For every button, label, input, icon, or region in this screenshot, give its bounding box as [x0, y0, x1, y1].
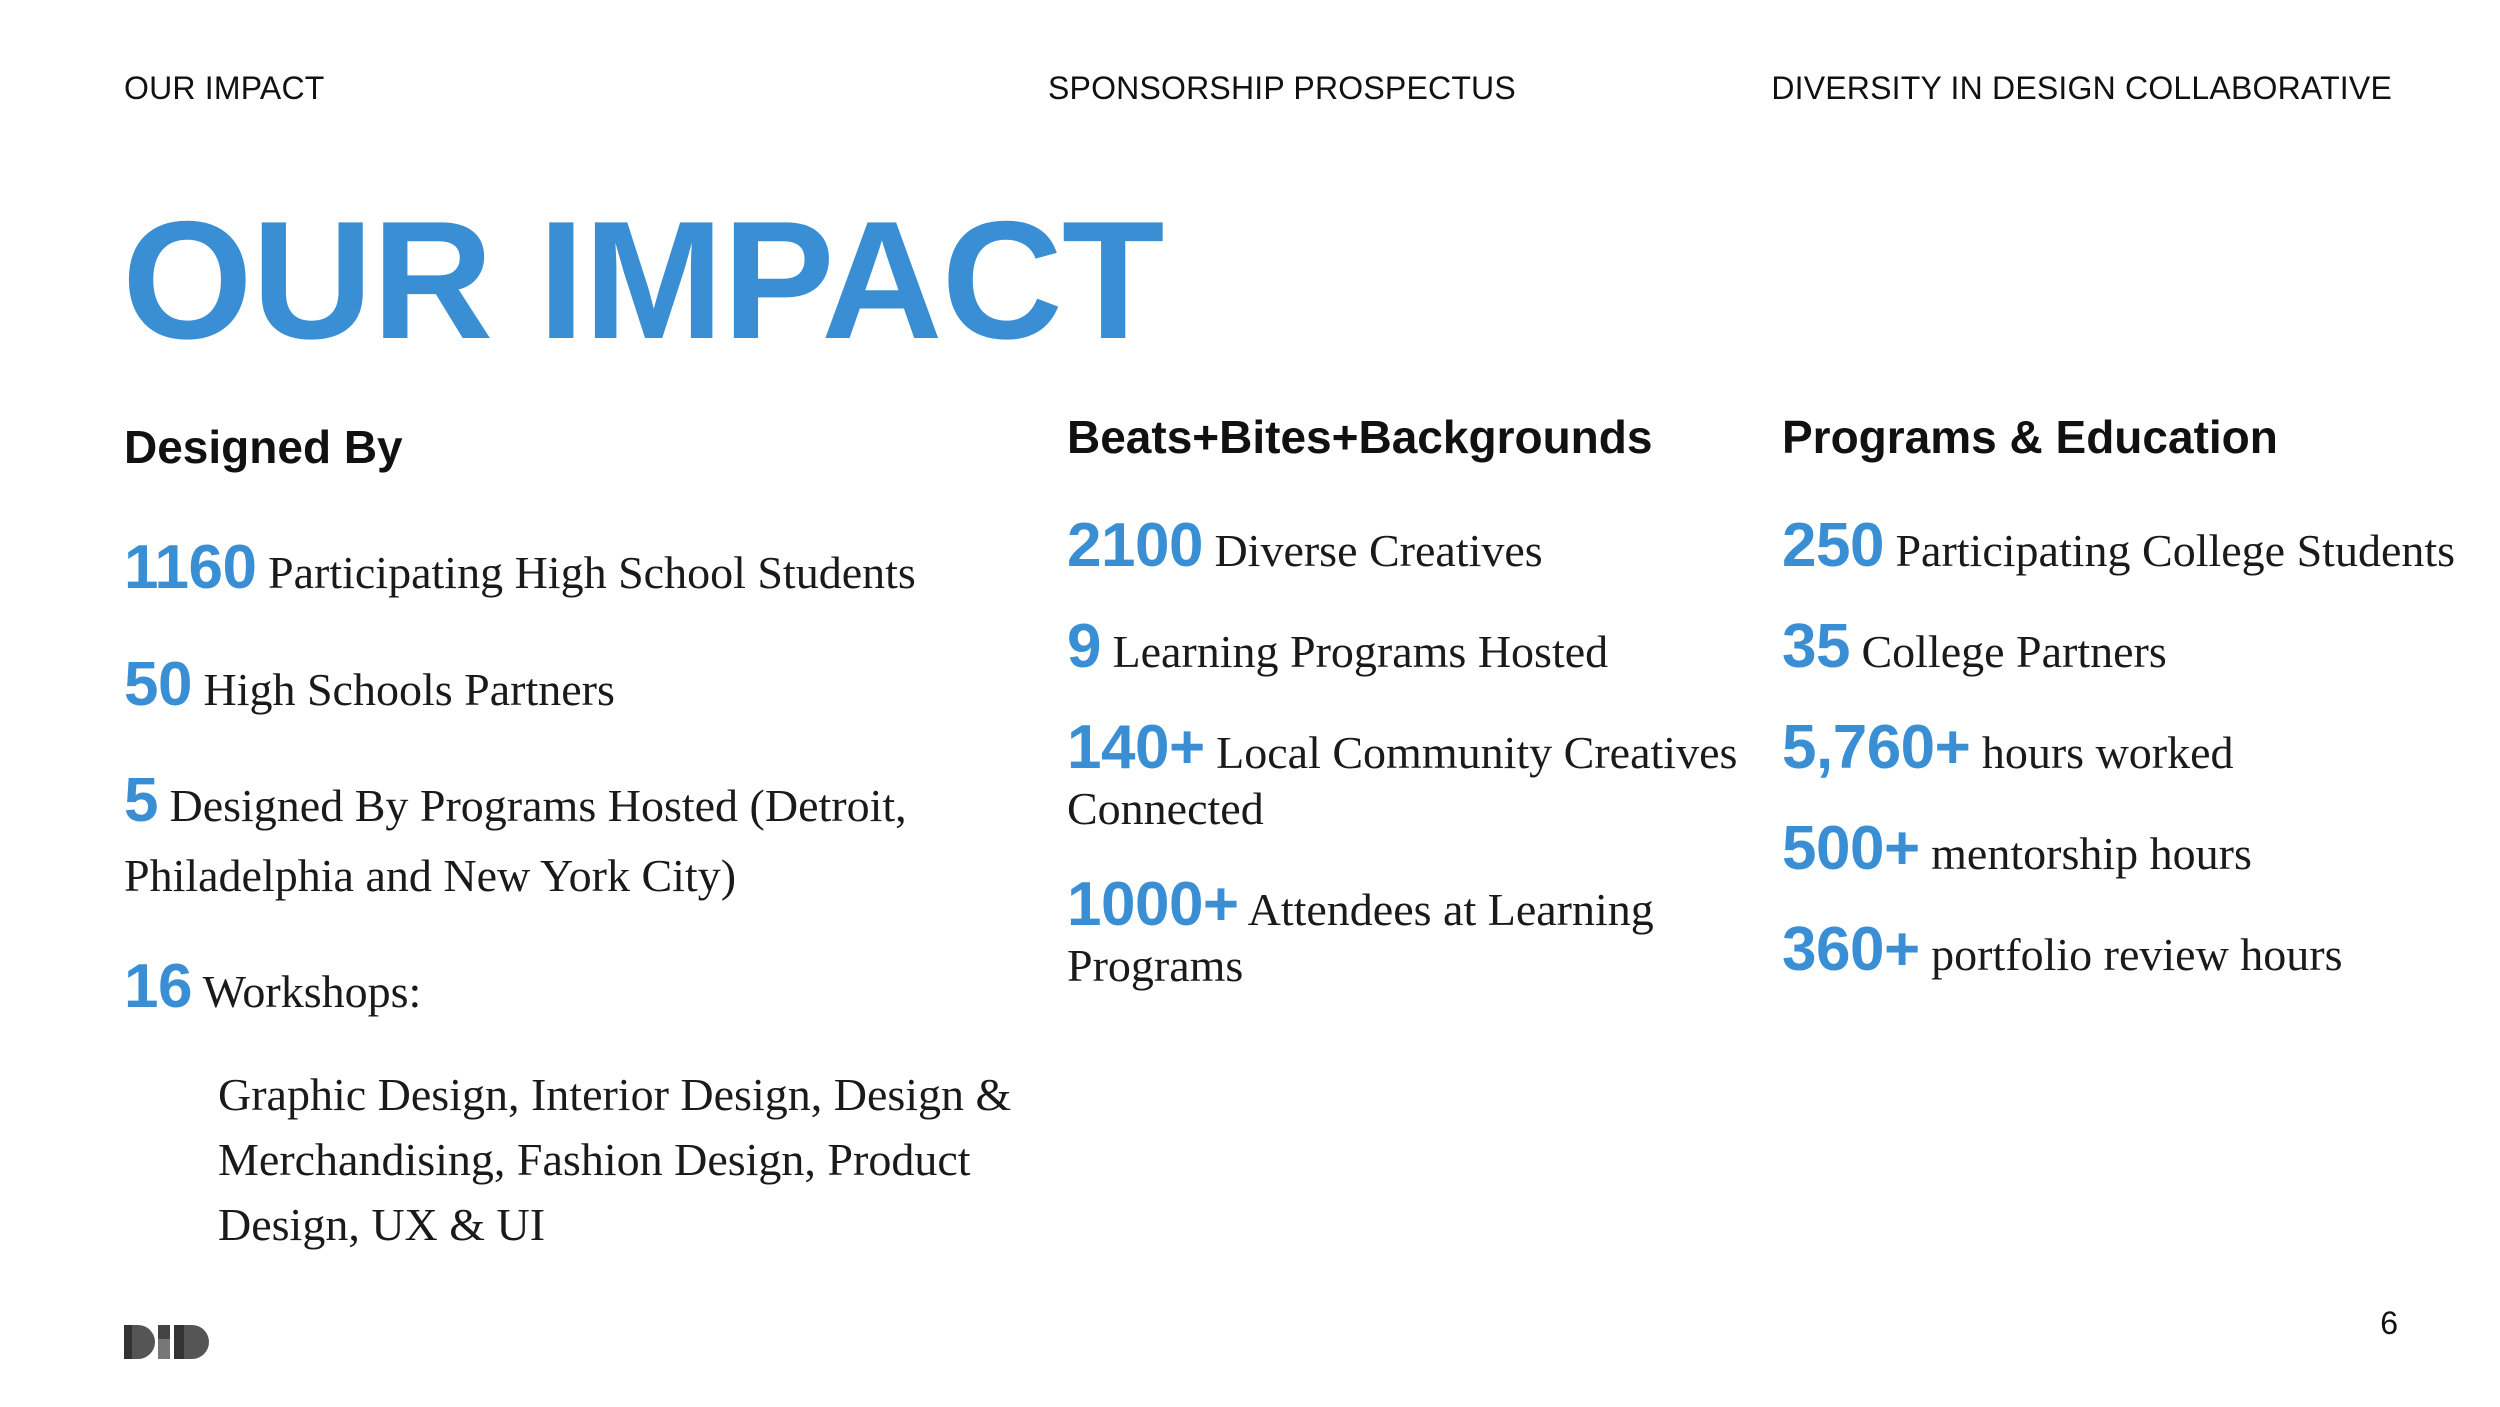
stat-label: portfolio review hours	[1919, 929, 2343, 980]
stat-item	[1782, 713, 2482, 782]
stat-label: Attendees at Learning Programs	[1067, 884, 1654, 991]
beats-bites-backgrounds-heading: Beats+Bites+Backgrounds	[1067, 411, 1653, 463]
workshop-list: Graphic Design, Interior Design, Design & Merchandising, Fashion Design, Product Design, UX & UI	[218, 1069, 1012, 1250]
designed-by-column	[124, 420, 1024, 1257]
stat-item	[1067, 713, 1747, 837]
header-document-title: SPONSORSHIP PROSPECTUS	[1048, 70, 1516, 106]
stat-label: College Partners	[1849, 626, 2167, 677]
logo-letter-d-left-stem	[124, 1325, 132, 1359]
stat-item	[1782, 915, 2482, 984]
stat-label: Participating College Students	[1883, 525, 2456, 576]
beats-bites-backgrounds-column	[1067, 410, 1747, 994]
stat-label: Designed By Programs Hosted (Detroit, Philadelphia and New York City)	[124, 780, 907, 901]
stat-item	[1067, 870, 1747, 994]
stat-number: 1160	[124, 533, 257, 602]
did-logo-icon	[124, 1325, 212, 1359]
stat-number: 16	[124, 952, 192, 1021]
stat-number: 250	[1782, 511, 1884, 580]
stat-item	[1067, 612, 1747, 681]
stat-number: 35	[1782, 612, 1850, 681]
stat-label: Local Community Creatives Connected	[1067, 727, 1738, 834]
programs-education-heading: Programs & Education	[1782, 411, 2278, 463]
stat-item	[1782, 814, 2482, 883]
stat-item	[1782, 612, 2482, 681]
stat-label: Participating High School Students	[256, 547, 916, 598]
stat-label: mentorship hours	[1919, 828, 2252, 879]
designed-by-heading: Designed By	[124, 421, 403, 473]
stat-number: 140+	[1067, 713, 1205, 782]
stat-item	[1782, 511, 2482, 580]
stat-item	[124, 650, 1024, 719]
stat-label: Workshops:	[191, 966, 422, 1017]
stat-label: High Schools Partners	[191, 664, 615, 715]
stat-number: 360+	[1782, 915, 1920, 984]
logo-letter-i-top	[158, 1325, 170, 1339]
stat-item	[1067, 511, 1747, 580]
stat-number: 50	[124, 650, 192, 719]
stat-number: 5,760+	[1782, 713, 1971, 782]
page-title: OUR IMPACT	[122, 186, 1164, 374]
did-logo-shape	[124, 1325, 212, 1359]
stat-item	[124, 952, 1024, 1021]
stat-number: 9	[1067, 612, 1101, 681]
stat-item	[124, 766, 924, 911]
page-number: 6	[2380, 1305, 2398, 1341]
stat-label: Diverse Creatives	[1202, 525, 1543, 576]
header-organization-name: DIVERSITY IN DESIGN COLLABORATIVE	[1771, 70, 2392, 106]
stat-number: 1000+	[1067, 870, 1239, 939]
stat-number: 2100	[1067, 511, 1203, 580]
logo-letter-d-right-stem	[174, 1325, 184, 1359]
stat-item	[124, 533, 1024, 602]
stat-label: hours worked	[1970, 727, 2234, 778]
programs-education-column	[1782, 410, 2482, 983]
stat-label: Learning Programs Hosted	[1100, 626, 1609, 677]
stat-number: 5	[124, 766, 158, 835]
header-section-label: OUR IMPACT	[124, 70, 325, 106]
stat-number: 500+	[1782, 814, 1920, 883]
